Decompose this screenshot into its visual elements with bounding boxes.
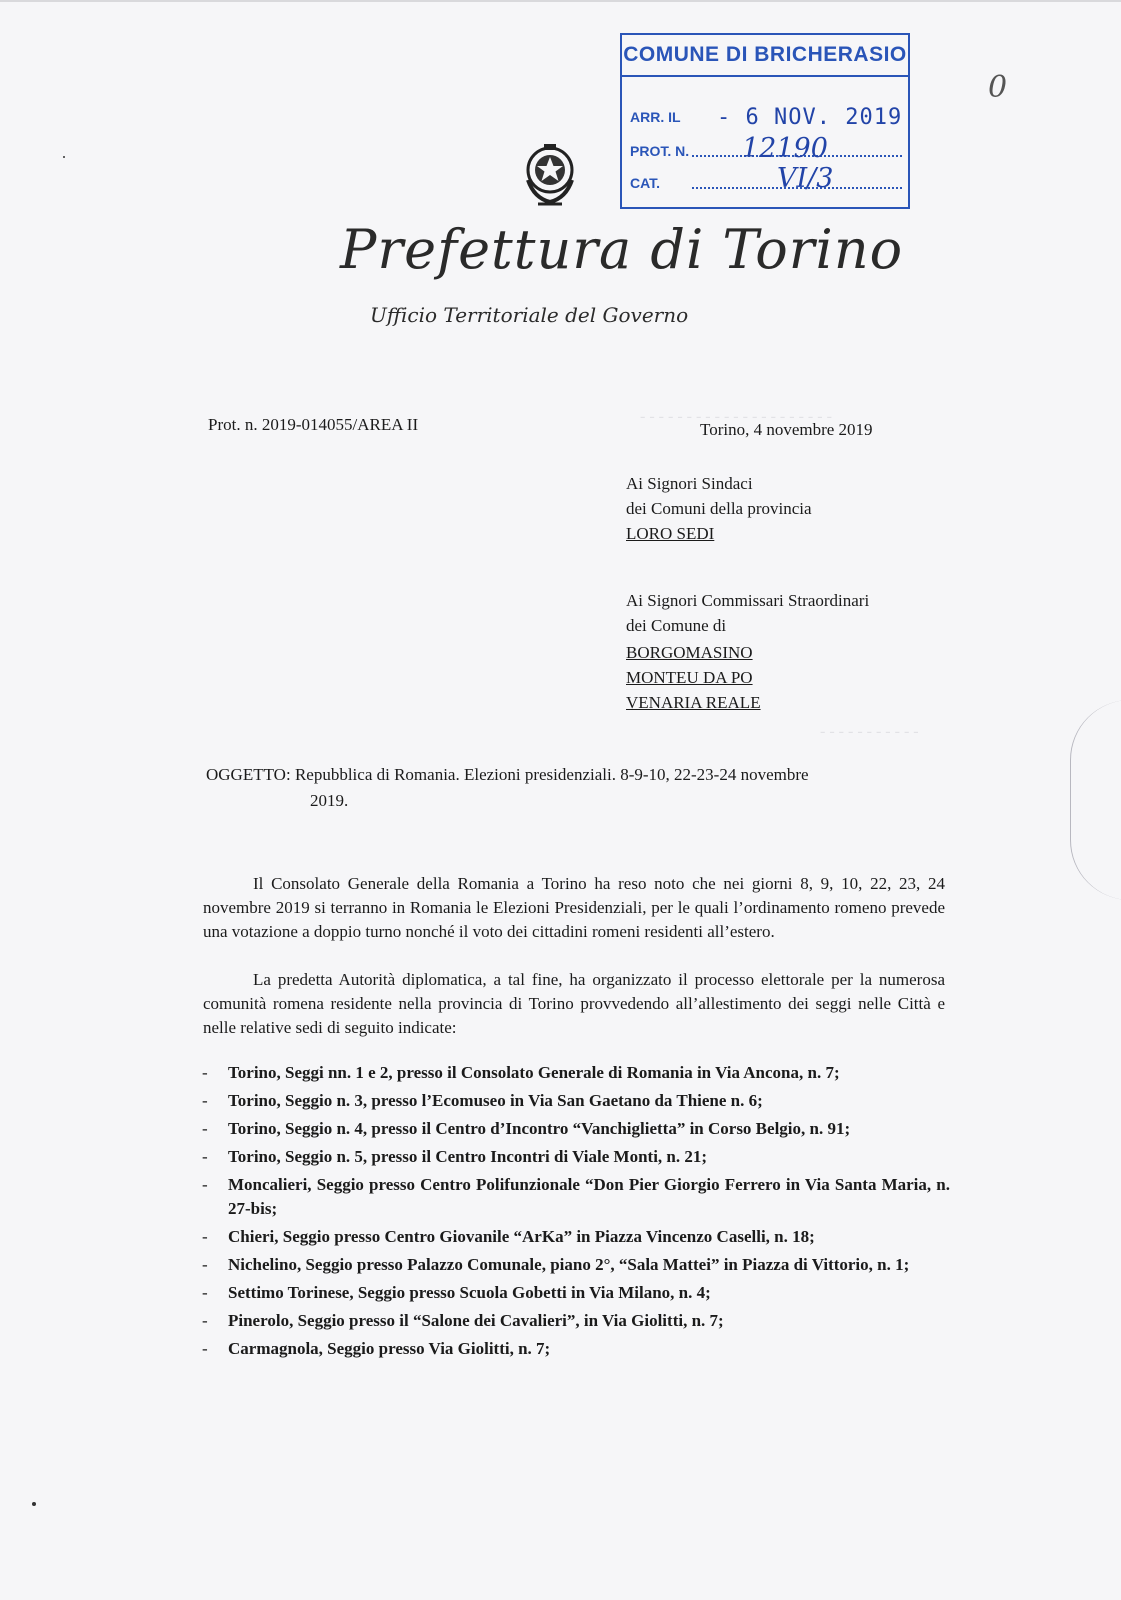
subject-text: Repubblica di Romania. Elezioni presidenziali. 8-9-10, 22-23-24 novembre bbox=[294, 765, 809, 784]
paper-fold-shadow bbox=[1070, 700, 1121, 900]
show-through-text: - - - - - - - - - - - - - - - - - - - - - bbox=[640, 408, 832, 425]
stamp-cat-label: CAT. bbox=[630, 175, 661, 191]
polling-station-item: - Settimo Torinese, Seggio presso Scuola Gobetti in Via Milano, n. 4; bbox=[200, 1281, 950, 1305]
recipient-line: Ai Signori Commissari Straordinari bbox=[626, 591, 870, 610]
recipient-line: dei Comune di bbox=[626, 616, 727, 635]
recipients-mayors bbox=[626, 471, 812, 546]
polling-station-item: - Torino, Seggio n. 5, presso il Centro Incontri di Viale Monti, n. 21; bbox=[200, 1145, 950, 1169]
stamp-arr-value: - 6 NOV. 2019 bbox=[717, 105, 903, 130]
stamp-prot-value: 12190 bbox=[742, 133, 828, 164]
recipient-municipality: BORGOMASINO bbox=[626, 643, 753, 662]
ink-speck bbox=[63, 156, 65, 158]
polling-station-item: - Moncalieri, Seggio presso Centro Polifunzionale “Don Pier Giorgio Ferrero in Via Santa Maria, n. 27-bis; bbox=[200, 1173, 950, 1221]
recipient-line: Ai Signori Sindaci bbox=[626, 474, 753, 493]
page-edge bbox=[0, 0, 1121, 2]
polling-stations-list bbox=[200, 1061, 950, 1365]
protocol-number: Prot. n. 2019-014055/AREA II bbox=[208, 415, 419, 434]
recipients-commissioners bbox=[626, 588, 869, 715]
recipient-municipality: VENARIA REALE bbox=[626, 693, 761, 712]
subject-label: OGGETTO: bbox=[206, 765, 291, 784]
prefecture-subtitle: Ufficio Territoriale del Governo bbox=[370, 303, 689, 327]
polling-station-item: - Carmagnola, Seggio presso Via Giolitti, n. 7; bbox=[200, 1337, 950, 1361]
subject-text-cont: 2019. bbox=[310, 791, 349, 810]
handwritten-corner-mark: 0 bbox=[988, 70, 1008, 105]
recipient-municipality: MONTEU DA PO bbox=[626, 668, 753, 687]
polling-station-item: - Torino, Seggi nn. 1 e 2, presso il Consolato Generale di Romania in Via Ancona, n. 7; bbox=[200, 1061, 950, 1085]
stamp-arr-label: ARR. IL bbox=[630, 109, 681, 125]
polling-station-item: - Torino, Seggio n. 4, presso il Centro d’Incontro “Vanchiglietta” in Corso Belgio, n. 91; bbox=[200, 1117, 950, 1141]
recipient-line: LORO SEDI bbox=[626, 524, 715, 543]
stamp-prot-label: PROT. N. bbox=[630, 143, 690, 159]
recipient-line: dei Comuni della provincia bbox=[626, 499, 812, 518]
registry-stamp bbox=[620, 33, 910, 209]
prefecture-title: Prefettura di Torino bbox=[340, 218, 904, 281]
subject bbox=[206, 762, 946, 814]
body-paragraph: Il Consolato Generale della Romania a Torino ha reso noto che nei giorni 8, 9, 10, 22, 23, 24 novembre 2019 si terranno in Romania le Elezioni Presidenziali, per le quali l’ordinamento romeno prevede una votazione a doppio turno nonché il voto dei cittadini romeni residenti all’estero. bbox=[203, 874, 945, 941]
stamp-prot-row bbox=[630, 143, 689, 159]
polling-station-item: - Torino, Seggio n. 3, presso l’Ecomuseo in Via San Gaetano da Thiene n. 6; bbox=[200, 1089, 950, 1113]
polling-station-item: - Chieri, Seggio presso Centro Giovanile “ArKa” in Piazza Vincenzo Caselli, n. 18; bbox=[200, 1225, 950, 1249]
stamp-arr-row bbox=[630, 109, 681, 125]
italian-republic-emblem-icon bbox=[520, 140, 580, 210]
place-date: Torino, 4 novembre 2019 bbox=[700, 420, 873, 439]
stamp-title: COMUNE DI BRICHERASIO bbox=[622, 35, 908, 77]
show-through-text: - - - - - - - - - - - bbox=[820, 723, 919, 740]
polling-station-item: - Nichelino, Seggio presso Palazzo Comunale, piano 2°, “Sala Mattei” in Piazza di Vittorio, n. 1; bbox=[200, 1253, 950, 1277]
ink-speck bbox=[32, 1502, 36, 1506]
polling-station-item: - Pinerolo, Seggio presso il “Salone dei Cavalieri”, in Via Giolitti, n. 7; bbox=[200, 1309, 950, 1333]
stamp-cat-row bbox=[630, 175, 660, 191]
stamp-cat-value: VI/3 bbox=[777, 163, 834, 194]
body-paragraph: La predetta Autorità diplomatica, a tal fine, ha organizzato il processo elettorale per la numerosa comunità romena residente nella provincia di Torino provvedendo all’allestimento dei seggi nelle Città e nelle relative sedi di seguito indicate: bbox=[203, 970, 945, 1037]
